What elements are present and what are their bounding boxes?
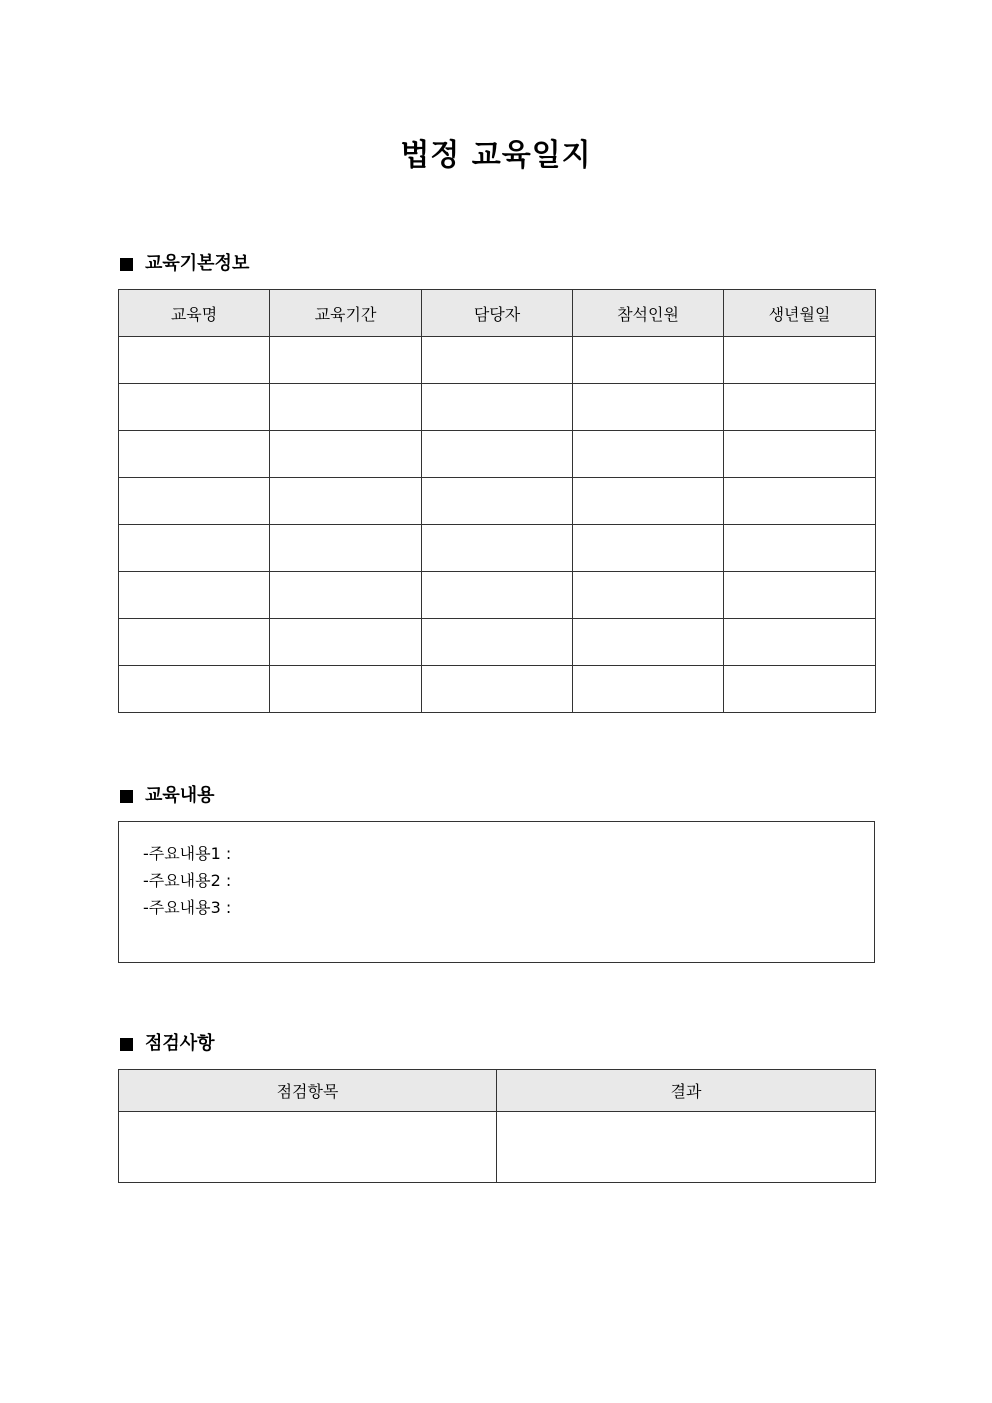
table-cell[interactable] [724, 431, 876, 478]
section-heading-basic-info [120, 252, 249, 276]
table-cell[interactable] [270, 666, 422, 713]
table-cell[interactable] [497, 1112, 876, 1183]
section-heading-content [120, 784, 215, 808]
table-header-row [119, 290, 876, 337]
table-cell[interactable] [119, 384, 270, 431]
table-cell[interactable] [724, 337, 876, 384]
table-row [119, 1112, 876, 1183]
table-cell[interactable] [270, 431, 422, 478]
table-row [119, 572, 876, 619]
table-cell[interactable] [573, 337, 724, 384]
table-cell[interactable] [119, 525, 270, 572]
column-header-education-period: 교육기간 [270, 290, 422, 337]
table-row [119, 666, 876, 713]
table-cell[interactable] [119, 572, 270, 619]
table-cell[interactable] [573, 572, 724, 619]
square-bullet-icon [120, 1038, 133, 1051]
table-cell[interactable] [573, 478, 724, 525]
table-cell[interactable] [422, 525, 573, 572]
table-cell[interactable] [573, 525, 724, 572]
table-cell[interactable] [270, 384, 422, 431]
inspection-table [118, 1069, 876, 1183]
content-line-3: -주요내용3 : [143, 898, 232, 917]
column-header-education-name: 교육명 [119, 290, 270, 337]
table-cell[interactable] [724, 666, 876, 713]
table-cell[interactable] [573, 431, 724, 478]
table-cell[interactable] [119, 1112, 497, 1183]
table-cell[interactable] [270, 525, 422, 572]
section-heading-inspection [120, 1032, 215, 1056]
table-cell[interactable] [119, 666, 270, 713]
table-cell[interactable] [724, 384, 876, 431]
document-title: 법정 교육일지 [400, 138, 592, 173]
table-cell[interactable] [422, 619, 573, 666]
table-cell[interactable] [270, 478, 422, 525]
table-row [119, 337, 876, 384]
table-cell[interactable] [422, 384, 573, 431]
table-cell[interactable] [724, 572, 876, 619]
table-cell[interactable] [422, 478, 573, 525]
table-row [119, 525, 876, 572]
table-cell[interactable] [119, 431, 270, 478]
education-content-box[interactable] [118, 821, 875, 963]
content-line-2: -주요내용2 : [143, 871, 232, 890]
table-row [119, 478, 876, 525]
table-cell[interactable] [573, 619, 724, 666]
table-cell[interactable] [270, 572, 422, 619]
square-bullet-icon [120, 790, 133, 803]
table-cell[interactable] [270, 337, 422, 384]
column-header-attendees: 참석인원 [573, 290, 724, 337]
column-header-inspection-item: 점검항목 [119, 1070, 497, 1112]
table-cell[interactable] [573, 666, 724, 713]
table-cell[interactable] [270, 619, 422, 666]
table-cell[interactable] [724, 619, 876, 666]
section-heading-label: 교육기본정보 [145, 253, 250, 274]
table-cell[interactable] [422, 572, 573, 619]
table-cell[interactable] [119, 619, 270, 666]
column-header-result: 결과 [497, 1070, 876, 1112]
column-header-birthdate: 생년월일 [724, 290, 876, 337]
content-line-1: -주요내용1 : [143, 844, 232, 863]
table-cell[interactable] [724, 478, 876, 525]
table-row [119, 384, 876, 431]
section-heading-label: 점검사항 [145, 1033, 215, 1054]
table-row [119, 619, 876, 666]
table-cell[interactable] [573, 384, 724, 431]
table-cell[interactable] [119, 478, 270, 525]
table-cell[interactable] [422, 666, 573, 713]
column-header-manager: 담당자 [422, 290, 573, 337]
table-cell[interactable] [422, 431, 573, 478]
table-cell[interactable] [422, 337, 573, 384]
section-heading-label: 교육내용 [145, 785, 215, 806]
basic-info-table [118, 289, 876, 713]
table-row [119, 431, 876, 478]
table-header-row [119, 1070, 876, 1112]
table-cell[interactable] [724, 525, 876, 572]
square-bullet-icon [120, 258, 133, 271]
table-cell[interactable] [119, 337, 270, 384]
